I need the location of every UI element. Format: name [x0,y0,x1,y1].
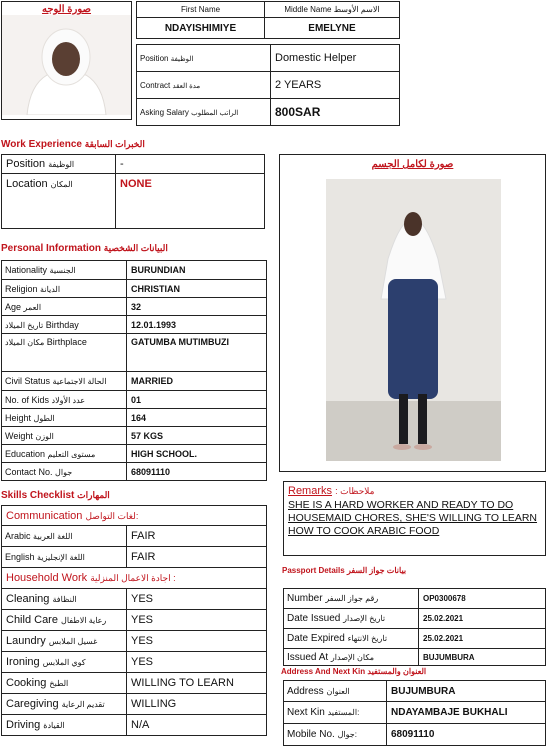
driving-value: N/A [127,715,267,736]
remarks-box [283,481,546,556]
ironing-label: Ironing كوي الملابس [2,652,127,673]
job-position-value: Domestic Helper [271,45,400,72]
date-expired-label: Date Expired تاريخ الانتهاء [284,629,419,649]
full-photo-caption: صورة لكامل الجسم [371,159,454,170]
address-title: Address And Next Kin العنوان والمستفيد [281,667,427,676]
nationality-value: BURUNDIAN [127,261,267,280]
we-position-label: Position الوظيفة [2,155,116,174]
education-value: HIGH SCHOOL. [127,445,267,463]
address-label: Address العنوان [284,681,387,702]
middle-name-value: EMELYNE [265,18,400,39]
birthday-value: 12.01.1993 [127,316,267,334]
face-photo-caption: صورة الوجه [41,4,92,15]
job-salary-value: 800SAR [271,99,400,126]
english-label: English اللغة الإنجليزية [2,547,127,568]
weight-value: 57 KGS [127,427,267,445]
caregiving-label: Caregiving تقديم الرعاية [2,694,127,715]
arabic-label: Arabic اللغة العربية [2,526,127,547]
issued-at-label: Issued At مكان الإصدار [284,649,419,666]
next-kin-value: NDAYAMBAJE BUKHALI [387,702,546,724]
address-value: BUJUMBURA [387,681,546,702]
religion-value: CHRISTIAN [127,280,267,298]
contact-label: Contact No. جوال [2,463,127,481]
laundry-value: YES [127,631,267,652]
civil-status-label: Civil Status الحالة الاجتماعية [2,372,127,391]
job-position-label: Position الوظيفة [137,45,271,72]
birthplace-label: مكان الميلاد Birthplace [2,334,127,372]
personal-info-table [1,260,267,481]
next-kin-label: Next Kin المستفيد: [284,702,387,724]
passport-title: Passport Details بيانات جواز السفر [282,566,407,575]
full-photo [326,179,501,461]
cleaning-label: Cleaning النظافة [2,589,127,610]
age-label: Age العمر [2,298,127,316]
names-table [136,1,400,39]
we-position-value: - [116,155,265,174]
mobile-value: 68091110 [387,724,546,746]
laundry-label: Laundry غسيل الملابس [2,631,127,652]
passport-number-value: OP0300678 [419,589,546,609]
english-value: FAIR [127,547,267,568]
job-contract-label: Contract مدة العقد [137,72,271,99]
age-value: 32 [127,298,267,316]
skills-title: Skills Checklist المهارات [1,490,110,501]
date-issued-label: Date Issued تاريخ الإصدار [284,609,419,629]
first-name-label: First Name [137,2,265,18]
childcare-label: Child Care رعاية الاطفال [2,610,127,631]
education-label: Education مستوى التعليم [2,445,127,463]
ironing-value: YES [127,652,267,673]
date-expired-value: 25.02.2021 [419,629,546,649]
middle-name-label: Middle Name الاسم الأوسط [265,2,400,18]
date-issued-value: 25.02.2021 [419,609,546,629]
job-table [136,44,400,126]
face-photo-frame [1,1,132,120]
religion-label: Religion الديانة [2,280,127,298]
first-name-value: NDAYISHIMIYE [137,18,265,39]
kids-label: No. of Kids عدد الأولاد [2,391,127,409]
birthplace-value: GATUMBA MUTIMBUZI [127,334,267,372]
remarks-heading: Remarks : ملاحظات [288,485,375,497]
skills-table [1,505,267,736]
passport-number-label: Number رقم جواز السفر [284,589,419,609]
face-photo [2,15,131,115]
household-header: Household Work اجادة الاعمال المنزلية : [2,568,267,589]
job-salary-label: Asking Salary الراتب المطلوب [137,99,271,126]
contact-value: 68091110 [127,463,267,481]
passport-table [283,588,546,666]
arabic-value: FAIR [127,526,267,547]
cooking-label: Cooking الطبخ [2,673,127,694]
work-experience-table [1,154,265,229]
mobile-label: Mobile No. جوال: [284,724,387,746]
nationality-label: Nationality الجنسية [2,261,127,280]
cleaning-value: YES [127,589,267,610]
driving-label: Driving القيادة [2,715,127,736]
kids-value: 01 [127,391,267,409]
work-experience-title: Work Experience الخبرات السابقة [1,139,145,150]
weight-label: Weight الوزن [2,427,127,445]
issued-at-value: BUJUMBURA [419,649,546,666]
childcare-value: YES [127,610,267,631]
we-location-value: NONE [116,174,265,229]
height-value: 164 [127,409,267,427]
address-table [283,680,546,746]
we-location-label: Location المكان [2,174,116,229]
remarks-text: SHE IS A HARD WORKER AND READY TO DO HOUSEMAID CHORES, SHE'S WILLING TO LEARN HOW TO COOK ARABIC FOOD [288,499,538,537]
job-contract-value: 2 YEARS [271,72,400,99]
personal-info-title: Personal Information البيانات الشخصية [1,243,168,254]
height-label: Height الطول [2,409,127,427]
full-photo-frame [279,154,546,472]
civil-status-value: MARRIED [127,372,267,391]
communication-header: Communication لغات التواصل: [2,506,267,526]
birthday-label: تاريخ الميلاد Birthday [2,316,127,334]
cooking-value: WILLING TO LEARN [127,673,267,694]
caregiving-value: WILLING [127,694,267,715]
